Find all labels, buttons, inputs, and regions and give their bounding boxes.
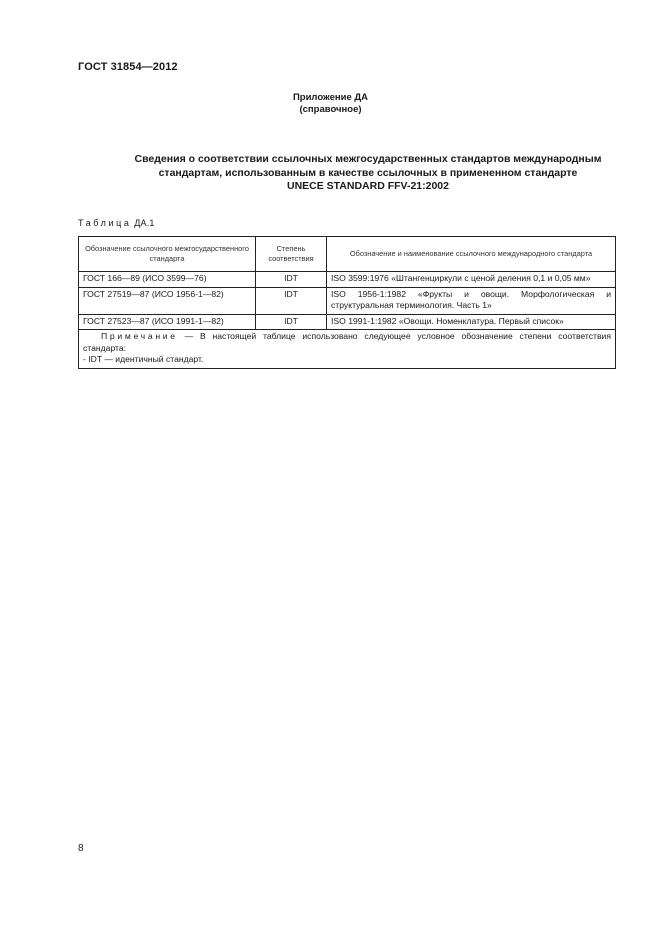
cell-gost: ГОСТ 166—89 (ИСО 3599—76) <box>79 272 256 288</box>
note-item: - IDT — идентичный стандарт. <box>83 354 204 364</box>
cell-degree: IDT <box>256 287 327 314</box>
table-header-row <box>79 237 616 272</box>
heading-line-1: Сведения о соответствии ссылочных межгосударственных стандартов международным <box>134 153 602 165</box>
cell-gost: ГОСТ 27519—87 (ИСО 1956-1—82) <box>79 287 256 314</box>
table-row <box>79 287 616 314</box>
cell-degree: IDT <box>256 272 327 288</box>
annex-block <box>0 92 661 116</box>
table-row <box>79 314 616 330</box>
heading-line-3: UNECE STANDARD FFV-21:2002 <box>286 180 449 192</box>
table-note <box>79 330 616 369</box>
table-caption <box>78 218 155 228</box>
table-note-row <box>79 330 616 369</box>
table-row <box>79 272 616 288</box>
cell-intl: ISO 1956-1:1982 «Фрукты и овощи. Морфологическая и структуральная терминология. Часть 1» <box>327 287 616 314</box>
section-heading <box>78 153 658 194</box>
cell-gost: ГОСТ 27523—87 (ИСО 1991-1—82) <box>79 314 256 330</box>
cell-degree: IDT <box>256 314 327 330</box>
note-text: — В настоящей таблице использовано следующее условное обозначение степени соответствия стандарта: <box>83 331 611 353</box>
note-label: Примечание <box>101 331 178 341</box>
header-degree: Степень соответствия <box>256 237 327 272</box>
heading-line-2: стандартам, использованным в качестве ссылочных в примененном стандарте <box>158 166 578 179</box>
table-caption-label: Таблица <box>78 218 132 228</box>
annex-subtitle: (справочное) <box>299 104 362 115</box>
table-caption-number: ДА.1 <box>134 218 155 228</box>
document-code: ГОСТ 31854—2012 <box>78 61 178 73</box>
annex-title: Приложение ДА <box>292 92 369 103</box>
correspondence-table <box>78 236 616 369</box>
cell-intl: ISO 3599:1976 «Штангенциркули с ценой деления 0,1 и 0,05 мм» <box>327 272 616 288</box>
page-number: 8 <box>78 843 84 854</box>
header-intl: Обозначение и наименование ссылочного международного стандарта <box>327 237 616 272</box>
cell-intl: ISO 1991-1:1982 «Овощи. Номенклатура. Первый список» <box>327 314 616 330</box>
header-gost: Обозначение ссылочного межгосударственного стандарта <box>79 237 256 272</box>
